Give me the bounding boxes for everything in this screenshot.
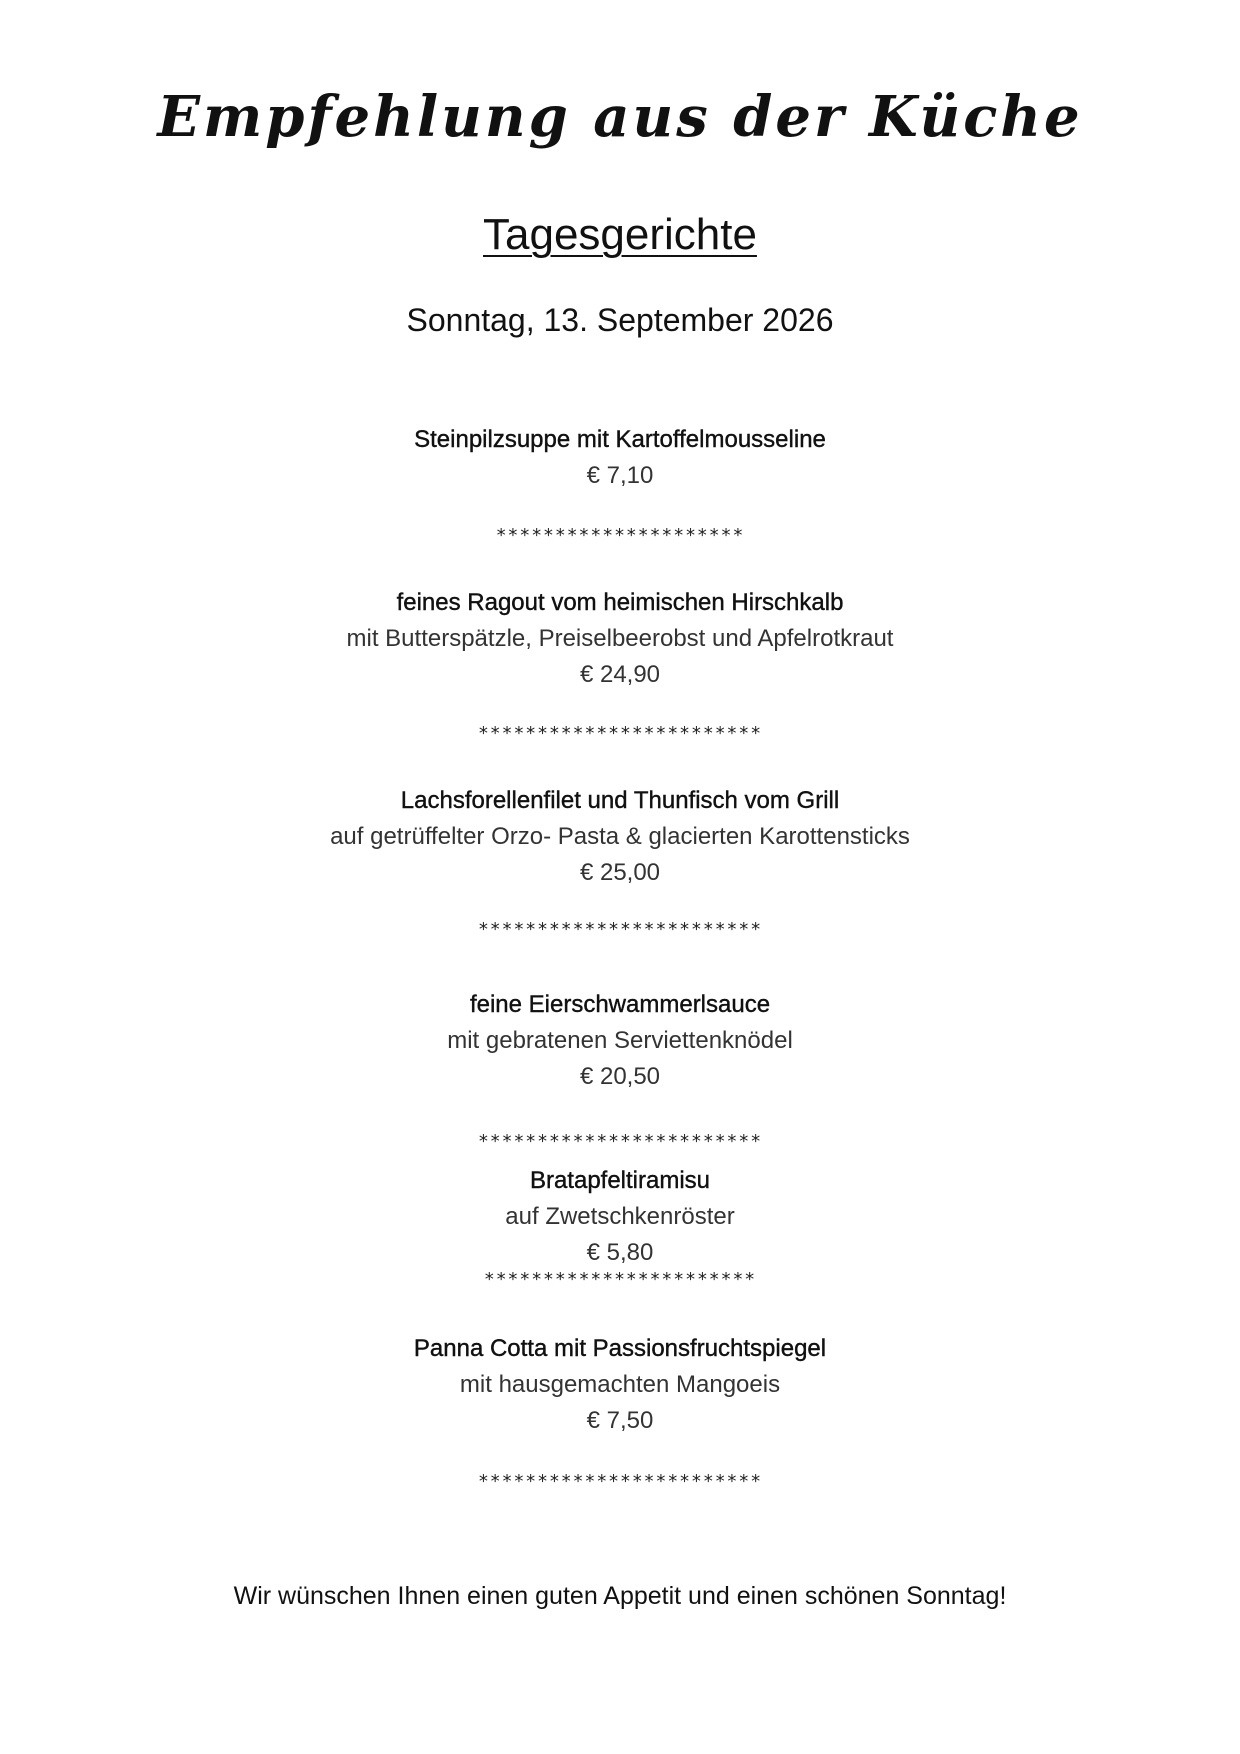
dish-name: Bratapfeltiramisu bbox=[529, 1167, 711, 1194]
page-subtitle: Tagesgerichte bbox=[483, 210, 757, 259]
closing-message: Wir wünschen Ihnen einen guten Appetit und einen schönen Sonntag! bbox=[233, 1582, 1007, 1610]
separator: ********************* bbox=[495, 525, 745, 546]
dish-price: € 5,80 bbox=[586, 1239, 654, 1266]
dish-name: Steinpilzsuppe mit Kartoffelmousseline bbox=[414, 426, 826, 453]
dish-description: auf Zwetschkenröster bbox=[505, 1203, 735, 1230]
dish-name: Panna Cotta mit Passionsfruchtspiegel bbox=[413, 1335, 827, 1362]
dish-item bbox=[0, 987, 1240, 1095]
dish-description: auf getrüffelter Orzo- Pasta & glacierten Karottensticks bbox=[330, 823, 910, 850]
separator: *********************** bbox=[483, 1269, 757, 1290]
menu-date: Sonntag, 13. September 2026 bbox=[406, 302, 834, 338]
dish-item bbox=[0, 422, 1240, 494]
dish-price: € 7,50 bbox=[586, 1407, 654, 1434]
page-title: Empfehlung aus der Küche bbox=[157, 84, 1083, 150]
dish-name: Lachsforellenfilet und Thunfisch vom Grill bbox=[400, 787, 840, 814]
separator: ************************ bbox=[477, 1131, 763, 1152]
dish-description: mit Butterspätzle, Preiselbeerobst und Apfelrotkraut bbox=[346, 625, 894, 652]
dish-item bbox=[0, 1331, 1240, 1439]
dish-name: feine Eierschwammerlsauce bbox=[469, 991, 771, 1018]
separator: ************************ bbox=[477, 1471, 763, 1492]
separator: ************************ bbox=[477, 919, 763, 940]
separator: ************************ bbox=[477, 723, 763, 744]
dish-item bbox=[0, 783, 1240, 891]
dish-description: mit gebratenen Serviettenknödel bbox=[447, 1027, 793, 1054]
dish-price: € 20,50 bbox=[579, 1063, 661, 1090]
dish-name: feines Ragout vom heimischen Hirschkalb bbox=[396, 589, 844, 616]
dish-price: € 7,10 bbox=[586, 462, 654, 489]
dish-price: € 25,00 bbox=[579, 859, 661, 886]
dish-item bbox=[0, 585, 1240, 693]
dish-item bbox=[0, 1163, 1240, 1271]
dish-description: mit hausgemachten Mangoeis bbox=[459, 1371, 781, 1398]
dish-price: € 24,90 bbox=[579, 661, 661, 688]
